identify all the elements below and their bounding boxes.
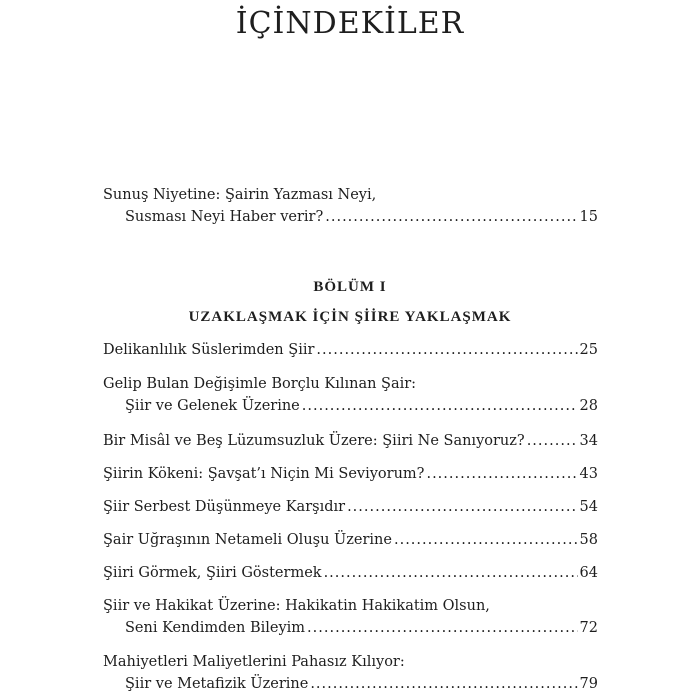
toc-entry[interactable] <box>103 595 598 639</box>
toc-entry[interactable] <box>103 339 598 361</box>
toc-entry-title: Şiiri Görmek, Şiiri Göstermek <box>103 565 322 581</box>
toc-entry-title: Gelip Bulan Değişimle Borçlu Kılınan Şair: <box>103 376 417 392</box>
dot-leader <box>347 496 577 518</box>
dot-leader <box>307 617 578 639</box>
toc-entry[interactable] <box>103 496 598 518</box>
toc-entry-intro[interactable] <box>103 184 598 228</box>
toc-entry-title-cont: Seni Kendimden Bileyim <box>125 620 306 636</box>
dot-leader <box>426 463 577 485</box>
dot-leader <box>527 430 578 452</box>
dot-leader <box>310 673 577 695</box>
section-title: UZAKLAŞMAK İÇİN ŞİİRE YAKLAŞMAK <box>188 309 512 325</box>
toc-entry[interactable] <box>103 529 598 551</box>
toc-entry[interactable] <box>103 651 598 695</box>
toc-page-number: 79 <box>579 676 598 692</box>
toc-entry-title: Mahiyetleri Maliyetlerini Pahasız Kılıyor: <box>103 654 405 670</box>
toc-page-number: 58 <box>579 532 598 548</box>
toc-entry-title-line <box>103 206 598 228</box>
toc-page-number: 54 <box>579 499 598 515</box>
toc-page-number: 64 <box>579 565 598 581</box>
toc-page-number: 28 <box>579 398 598 414</box>
toc-entry-title-cont: Şiir ve Gelenek Üzerine <box>125 398 300 414</box>
toc-page-number: 15 <box>579 209 598 225</box>
toc-entry-title: Şiirin Kökeni: Şavşat’ı Niçin Mi Seviyorum? <box>103 466 425 482</box>
toc-entry[interactable] <box>103 430 598 452</box>
dot-leader <box>302 395 578 417</box>
toc-page-number: 72 <box>579 620 598 636</box>
toc-entry-title: Şair Uğraşının Netameli Oluşu Üzerine <box>103 532 392 548</box>
toc-entry-title-line <box>103 184 598 206</box>
toc-entry[interactable] <box>103 463 598 485</box>
toc-entry-title: Şiir ve Hakikat Üzerine: Hakikatin Hakikatim Olsun, <box>103 598 490 614</box>
toc-entry-title-cont: Şiir ve Metafizik Üzerine <box>125 676 309 692</box>
toc-entry-title: Delikanlılık Süslerimden Şiir <box>103 342 315 358</box>
toc-page-number: 25 <box>579 342 598 358</box>
toc-entry-title-cont: Susması Neyi Haber verir? <box>125 209 324 225</box>
toc-entry[interactable] <box>103 373 598 417</box>
toc-entry[interactable] <box>103 562 598 584</box>
page-title: İÇİNDEKİLER <box>235 6 465 41</box>
toc-page-number: 43 <box>579 466 598 482</box>
section-label: BÖLÜM I <box>313 279 387 295</box>
toc-entry-title: Sunuş Niyetine: Şairin Yazması Neyi, <box>103 187 377 203</box>
dot-leader <box>316 339 577 361</box>
dot-leader <box>325 206 577 228</box>
dot-leader <box>394 529 578 551</box>
dot-leader <box>324 562 578 584</box>
toc-entry-title: Şiir Serbest Düşünmeye Karşıdır <box>103 499 346 515</box>
toc-page-number: 34 <box>579 433 598 449</box>
toc-entry-title: Bir Misâl ve Beş Lüzumsuzluk Üzere: Şiiri Ne Sanıyoruz? <box>103 433 525 449</box>
